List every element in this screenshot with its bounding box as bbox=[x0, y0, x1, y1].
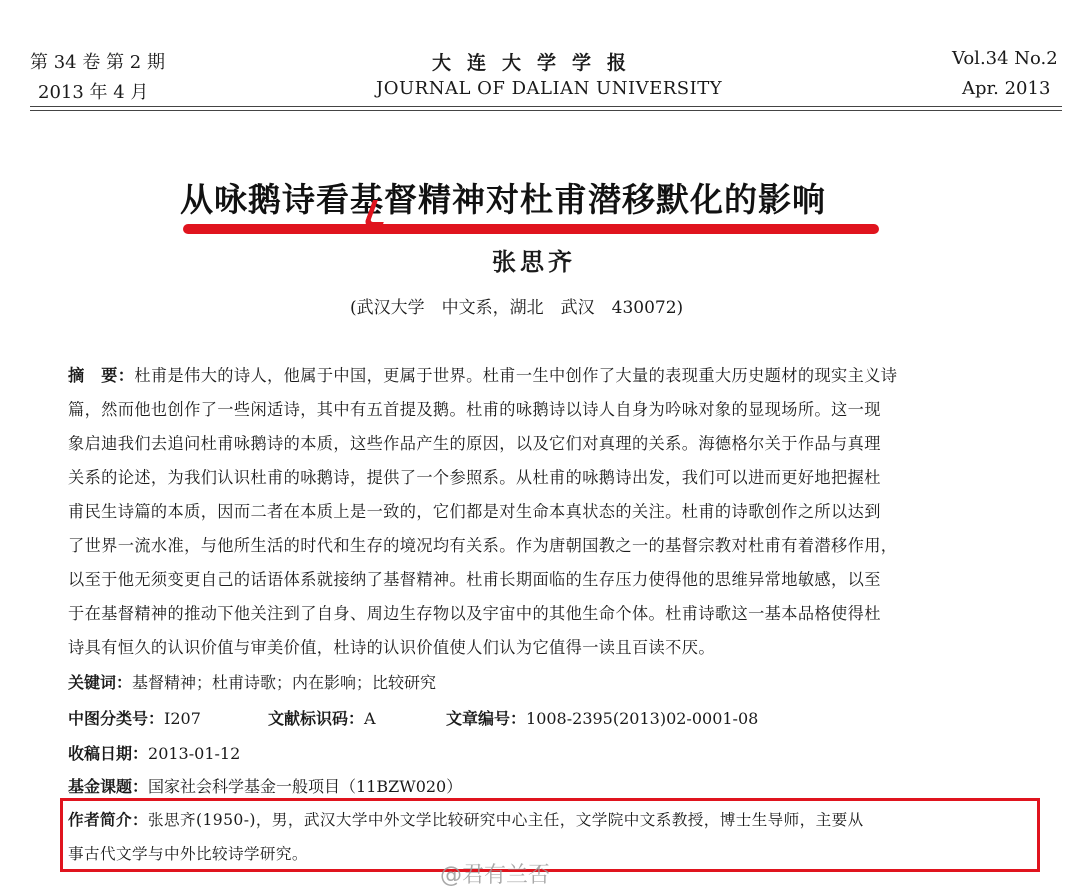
bio-line: 事古代文学与中外比较诗学研究。 bbox=[68, 845, 308, 863]
fund-line bbox=[68, 774, 462, 797]
header-rule-second bbox=[30, 110, 1062, 111]
abstract-line: 象启迪我们去追问杜甫咏鹅诗的本质，这些作品产生的原因，以及它们对真理的关系。海德格尔关于作品与真理 bbox=[68, 434, 881, 453]
article-title: 从咏鹅诗看基督精神对杜甫潜移默化的影响 bbox=[180, 180, 826, 219]
abstract-line: 以至于他无须变更自己的话语体系就接纳了基督精神。杜甫长期面临的生存压力使得他的思维异常地敏感，以至 bbox=[68, 570, 881, 589]
abstract-label: 摘 要： bbox=[68, 366, 135, 385]
red-annotation-underline bbox=[183, 224, 879, 234]
volume-issue-cn: 第 34 卷 第 2 期 bbox=[30, 52, 165, 73]
doc-code-line bbox=[268, 706, 376, 729]
clc-label: 中图分类号： bbox=[68, 709, 165, 728]
journal-name-cn: 大连大学学报 bbox=[432, 52, 643, 74]
abstract-line: 了世界一流水准，与他所生活的时代和生存的境况均有关系。作为唐朝国教之一的基督宗教对杜甫有着潜移作用， bbox=[68, 536, 898, 555]
article-number-line bbox=[446, 706, 758, 729]
received-value: 2013-01-12 bbox=[148, 744, 241, 763]
fund-label: 基金课题： bbox=[68, 777, 149, 796]
author-name: 张思齐 bbox=[492, 248, 576, 276]
bio-text: 张思齐(1950-)，男，武汉大学中外文学比较研究中心主任，文学院中文系教授，博士生导师，主要从 bbox=[147, 811, 864, 829]
received-line bbox=[68, 741, 240, 764]
clc-value: I207 bbox=[164, 709, 201, 728]
abstract-line bbox=[68, 362, 897, 386]
keywords-label: 关键词： bbox=[68, 673, 133, 692]
publication-date-en: Apr. 2013 bbox=[962, 78, 1051, 99]
publication-date-cn: 2013 年 4 月 bbox=[38, 82, 149, 103]
watermark-text: @君有兰否 bbox=[440, 863, 551, 888]
abstract-line: 关系的论述，为我们认识杜甫的咏鹅诗，提供了一个参照系。从杜甫的咏鹅诗出发，我们可以进而更好地把握杜 bbox=[68, 468, 881, 487]
keywords-value: 基督精神；杜甫诗歌；内在影响；比较研究 bbox=[132, 673, 437, 692]
article-number-label: 文章编号： bbox=[446, 709, 527, 728]
abstract-line: 于在基督精神的推动下他关注到了自身、周边生存物以及宇宙中的其他生命个体。杜甫诗歌这一基本品格使得杜 bbox=[68, 604, 881, 623]
abstract-text: 杜甫是伟大的诗人，他属于中国，更属于世界。杜甫一生中创作了大量的表现重大历史题材的现实主义诗 bbox=[134, 366, 898, 385]
bio-line bbox=[68, 808, 864, 830]
doc-code-value: A bbox=[364, 709, 376, 728]
keywords-line bbox=[68, 670, 436, 693]
clc-line bbox=[68, 706, 201, 729]
header-rule bbox=[30, 106, 1062, 107]
doc-code-label: 文献标识码： bbox=[268, 709, 365, 728]
journal-name-en: JOURNAL OF DALIAN UNIVERSITY bbox=[376, 78, 723, 99]
abstract-line: 甫民生诗篇的本质，因而二者在本质上是一致的，它们都是对生命本真状态的关注。杜甫的诗歌创作之所以达到 bbox=[68, 502, 881, 521]
fund-value: 国家社会科学基金一般项目（11BZW020） bbox=[148, 777, 463, 796]
article-number-value: 1008-2395(2013)02-0001-08 bbox=[526, 709, 759, 728]
abstract-line: 篇，然而他也创作了一些闲适诗，其中有五首提及鹅。杜甫的咏鹅诗以诗人自身为吟咏对象的显现场所。这一现 bbox=[68, 400, 881, 419]
author-affiliation: (武汉大学 中文系，湖北 武汉 430072) bbox=[350, 298, 684, 318]
volume-issue-en: Vol.34 No.2 bbox=[952, 48, 1058, 69]
received-label: 收稿日期： bbox=[68, 744, 149, 763]
bio-label: 作者简介： bbox=[68, 811, 148, 829]
abstract-line: 诗具有恒久的认识价值与审美价值，杜诗的认识价值使人们认为它值得一读且百读不厌。 bbox=[68, 638, 715, 657]
